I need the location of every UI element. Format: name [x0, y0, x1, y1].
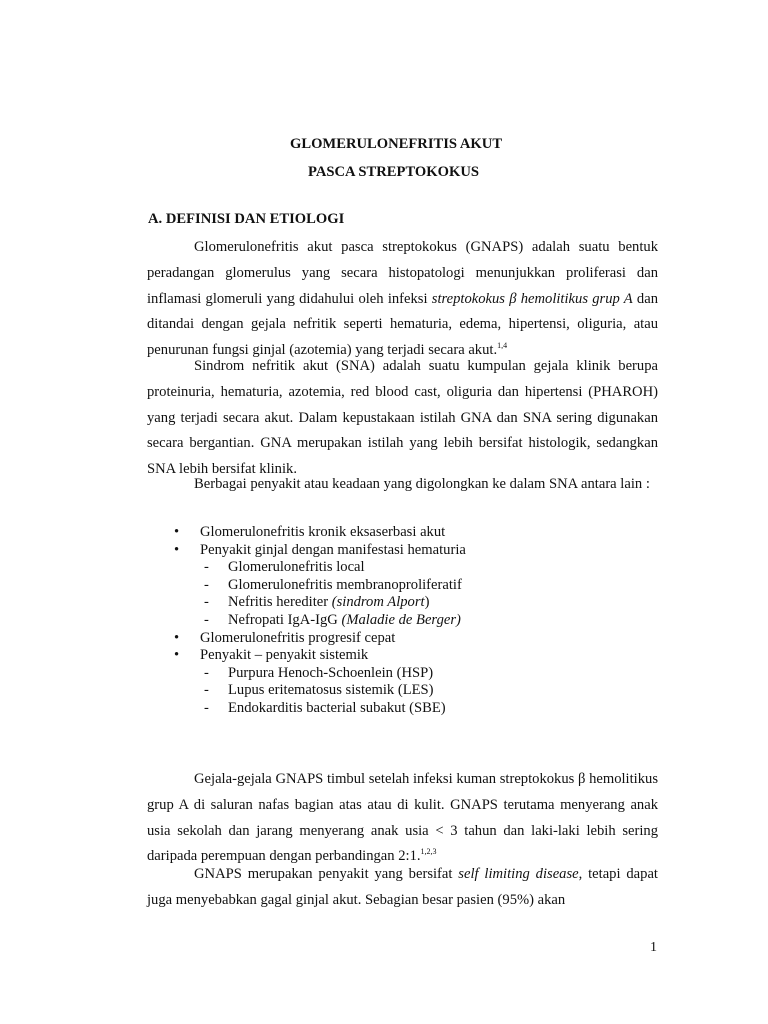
sub-list-item	[174, 665, 654, 683]
sub-list-item	[174, 577, 654, 595]
bullet-icon: •	[174, 524, 180, 540]
paragraph-text: Glomerulonefritis akut pasca streptokokus (GNAPS) adalah suatu bentuk peradangan glomerulus yang secara histopatologi menunjukkan proliferasi dan inflamasi glomeruli yang didahului oleh infeksi	[147, 239, 658, 307]
dash-icon: -	[204, 594, 209, 611]
dash-icon: -	[204, 682, 209, 699]
italic-term: self limiting disease	[458, 866, 579, 882]
dash-icon: -	[204, 576, 209, 593]
paragraph-list-intro: Berbagai penyakit atau keadaan yang digolongkan ke dalam SNA antara lain :	[194, 476, 650, 492]
list-item-text: Glomerulonefritis kronik eksaserbasi akut	[200, 524, 446, 540]
sub-item-text: Nefropati IgA-IgG	[228, 611, 342, 628]
dash-icon: -	[204, 559, 209, 576]
italic-term: streptokokus β hemolitikus grup A	[431, 290, 633, 307]
paragraph-text: GNAPS merupakan penyakit yang bersifat	[194, 866, 459, 882]
sub-item-text: Nefritis herediter	[228, 594, 332, 611]
page-number: 1	[650, 940, 657, 955]
bullet-icon: •	[174, 647, 180, 664]
dash-icon: -	[204, 664, 209, 681]
title-line-2: PASCA STREPTOKOKUS	[308, 164, 479, 180]
italic-term: (Maladie de Berger)	[341, 611, 461, 628]
list-item-text: Glomerulonefritis progresif cepat	[200, 629, 396, 646]
section-heading: A. DEFINISI DAN ETIOLOGI	[148, 211, 345, 227]
list-item	[174, 647, 654, 665]
citation: 1,4	[497, 341, 508, 351]
sub-list-item	[174, 682, 654, 700]
sub-item-text: Glomerulonefritis membranoproliferatif	[228, 576, 462, 593]
paragraph-definition	[147, 235, 658, 364]
sub-list-item	[174, 559, 654, 577]
paragraph-text: dan ditandai dengan gejala nefritik seperti hematuria, edema, hipertensi, oliguria, atau penurunan fungsi ginjal (azotemia) yang terjadi secara akut.	[147, 290, 658, 359]
citation: 1,2,3	[420, 847, 437, 857]
sub-item-text: Purpura Henoch-Schoenlein (HSP)	[228, 664, 434, 681]
list-item	[174, 524, 654, 542]
paragraph-symptoms	[147, 767, 658, 870]
disease-list	[174, 524, 654, 718]
bullet-icon: •	[174, 541, 180, 558]
title-line-1: GLOMERULONEFRITIS AKUT	[290, 136, 503, 152]
list-item-text: Penyakit ginjal dengan manifestasi hematuria	[200, 541, 466, 558]
bullet-icon: •	[174, 629, 180, 646]
paragraph-text: Gejala-gejala GNAPS timbul setelah infeksi kuman streptokokus β hemolitikus grup A di saluran nafas bagian atas atau di kulit. GNAPS terutama menyerang anak usia sekolah dan jarang menyerang anak usia < 3 tahun dan laki-laki lebih sering daripada perempuan dengan perbandingan 2:1.	[147, 771, 658, 865]
sub-item-text: )	[424, 594, 430, 611]
sub-list-item	[174, 594, 654, 612]
sub-item-text: Endokarditis bacterial subakut (SBE)	[228, 699, 446, 716]
sub-list-item	[174, 612, 654, 630]
paragraph-sna: Sindrom nefritik akut (SNA) adalah suatu kumpulan gejala klinik berupa proteinuria, hematuria, azotemia, red blood cast, oliguria dan hipertensi (PHAROH) yang terjadi secara akut. Dalam kepustakaan istilah GNA dan SNA sering digunakan secara bergantian. GNA merupakan istilah yang lebih bersifat histologik, sedangkan SNA lebih bersifat klinik.	[147, 358, 658, 478]
italic-term: (sindrom Alport	[331, 594, 425, 611]
dash-icon: -	[204, 699, 209, 716]
sub-list-item	[174, 700, 654, 718]
paragraph-prognosis	[147, 862, 658, 914]
sub-item-text: Lupus eritematosus sistemik (LES)	[228, 682, 434, 699]
dash-icon: -	[204, 611, 209, 628]
list-item	[174, 542, 654, 560]
list-item	[174, 630, 654, 648]
list-item-text: Penyakit – penyakit sistemik	[200, 647, 369, 664]
sub-item-text: Glomerulonefritis local	[228, 559, 365, 576]
paragraph-text: , tetapi dapat juga menyebabkan gagal ginjal akut. Sebagian besar pasien (95%) akan	[147, 866, 658, 908]
